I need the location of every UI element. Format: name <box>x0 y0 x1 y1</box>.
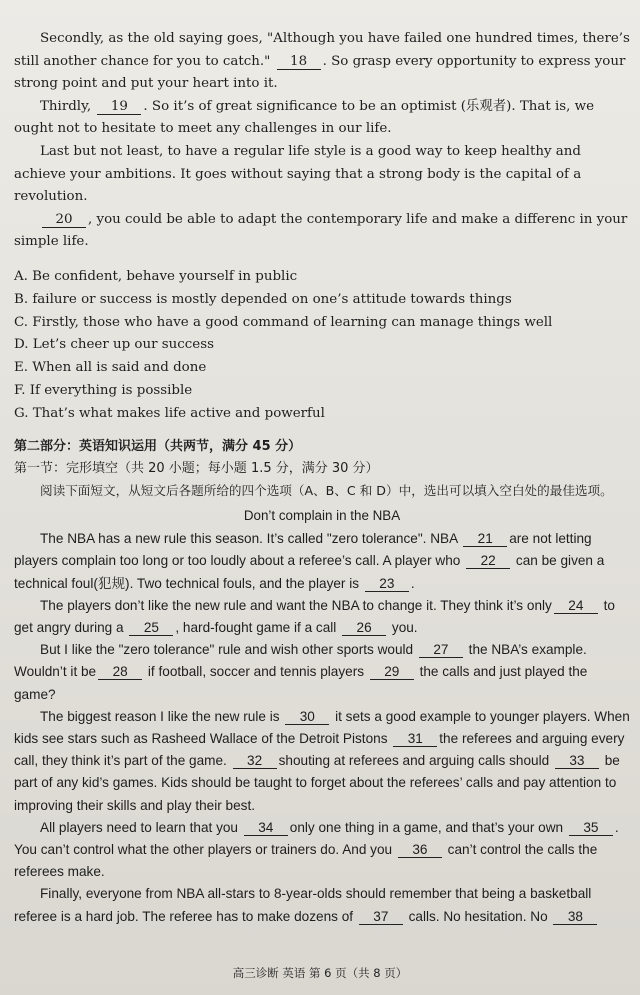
passage1-paragraph-4: 20 , you could be able to adapt the contemporary life and make a differenc in your simple life. <box>14 211 628 250</box>
blank-34: 34 <box>244 821 288 836</box>
passage2-paragraph-3: But I like the "zero tolerance" rule and wish other sports would 27 the NBA’s example. Wouldn’t it be 28 if football, soccer and tennis players 29 the calls and just played the game? <box>14 642 588 702</box>
passage1-paragraph-2: Thirdly, 19 . So it’s of great significance to be an optimist (乐观者). That is, we ought not to hesitate to meet any challenges in our life. <box>14 98 595 137</box>
passage1-paragraph-1: Secondly, as the old saying goes, "Although you have failed one hundred times, there’s still another chance for you to catch." 18 . So grasp every opportunity to express your strong point and put your heart into it. <box>14 31 630 92</box>
blank-28: 28 <box>98 665 142 680</box>
blank-30: 30 <box>285 710 329 725</box>
blank-37: 37 <box>359 910 403 925</box>
passage2-paragraph-6: Finally, everyone from NBA all-stars to 8-year-olds should remember that being a basketball referee is a hard job. The referee has to make dozens of 37 calls. No hesitation. No 38 <box>14 883 630 927</box>
blank-29: 29 <box>370 665 414 680</box>
blank-26: 26 <box>342 621 386 636</box>
blank-27: 27 <box>419 643 463 658</box>
option-d: D. Let’s cheer up our success <box>14 337 214 353</box>
page-footer: 高三诊断 英语 第 6 页（共 8 页） <box>232 966 408 980</box>
passage2-paragraph-1: The NBA has a new rule this season. It’s called "zero tolerance". NBA 21 are not letting players complain too long or too loudly about a referee’s call. A player who 22 can be given a technical foul(犯规). Two technical fouls, and the player is 23 . <box>14 531 605 591</box>
blank-18: 18 <box>277 55 321 70</box>
option-e: E. When all is said and done <box>14 360 207 376</box>
option-g: G. That’s what makes life active and powerful <box>14 405 325 421</box>
blank-23: 23 <box>365 577 409 592</box>
blank-20: 20 <box>42 213 86 228</box>
passage-title: Don’t complain in the NBA <box>243 508 401 524</box>
blank-33: 33 <box>555 754 599 769</box>
blank-32: 32 <box>233 754 277 769</box>
option-b: B. failure or success is mostly depended on one’s attitude towards things <box>14 291 512 307</box>
blank-31: 31 <box>393 732 437 747</box>
option-c: C. Firstly, those who have a good command of learning can manage things well <box>14 314 553 330</box>
option-f: F. If everything is possible <box>14 382 193 398</box>
blank-25: 25 <box>129 621 173 636</box>
passage2-paragraph-2: The players don’t like the new rule and want the NBA to change it. They think it’s only 24 to get angry during a 25 , hard-fought game if a call 26 you. <box>14 597 615 635</box>
blank-22: 22 <box>466 554 510 569</box>
blank-36: 36 <box>398 843 442 858</box>
blank-21: 21 <box>463 532 507 547</box>
option-a: A. Be confident, behave yourself in public <box>14 268 298 284</box>
passage2-paragraph-4: The biggest reason I like the new rule is 30 it sets a good example to younger players. When kids see stars such as Rasheed Wallace of the Detroit Pistons 31 the referees and arguing every call, they think it’s part of the game. 32 shouting at referees and arguing calls should 33 be part of any kid’s games. Kids should be taught to forget about the referees’ calls and pay attention to improving their skills and play their best. <box>14 708 630 813</box>
options-list <box>14 266 630 426</box>
subsection-heading: 第一节：完形填空（共 20 小题；每小题 1.5 分，满分 30 分） <box>14 460 379 476</box>
passage1-paragraph-3: Last but not least, to have a regular life style is a good way to keep healthy and achieve your ambitions. It goes without saying that a strong body is the capital of a revolution. <box>14 143 582 205</box>
blank-24: 24 <box>554 599 598 614</box>
blank-19: 19 <box>97 100 141 115</box>
blank-35: 35 <box>569 821 613 836</box>
passage2-paragraph-5: All players need to learn that you 34 only one thing in a game, and that’s your own 35 . You can’t control what the other players or trainers do. And you 36 can’t control the calls the referees make. <box>14 819 619 880</box>
blank-38: 38 <box>553 910 597 925</box>
section-heading: 第二部分：英语知识运用（共两节，满分 45 分） <box>14 438 302 454</box>
instructions: 阅读下面短文，从短文后各题所给的四个选项（A、B、C 和 D）中，选出可以填入空白处的最佳选项。 <box>40 482 613 498</box>
